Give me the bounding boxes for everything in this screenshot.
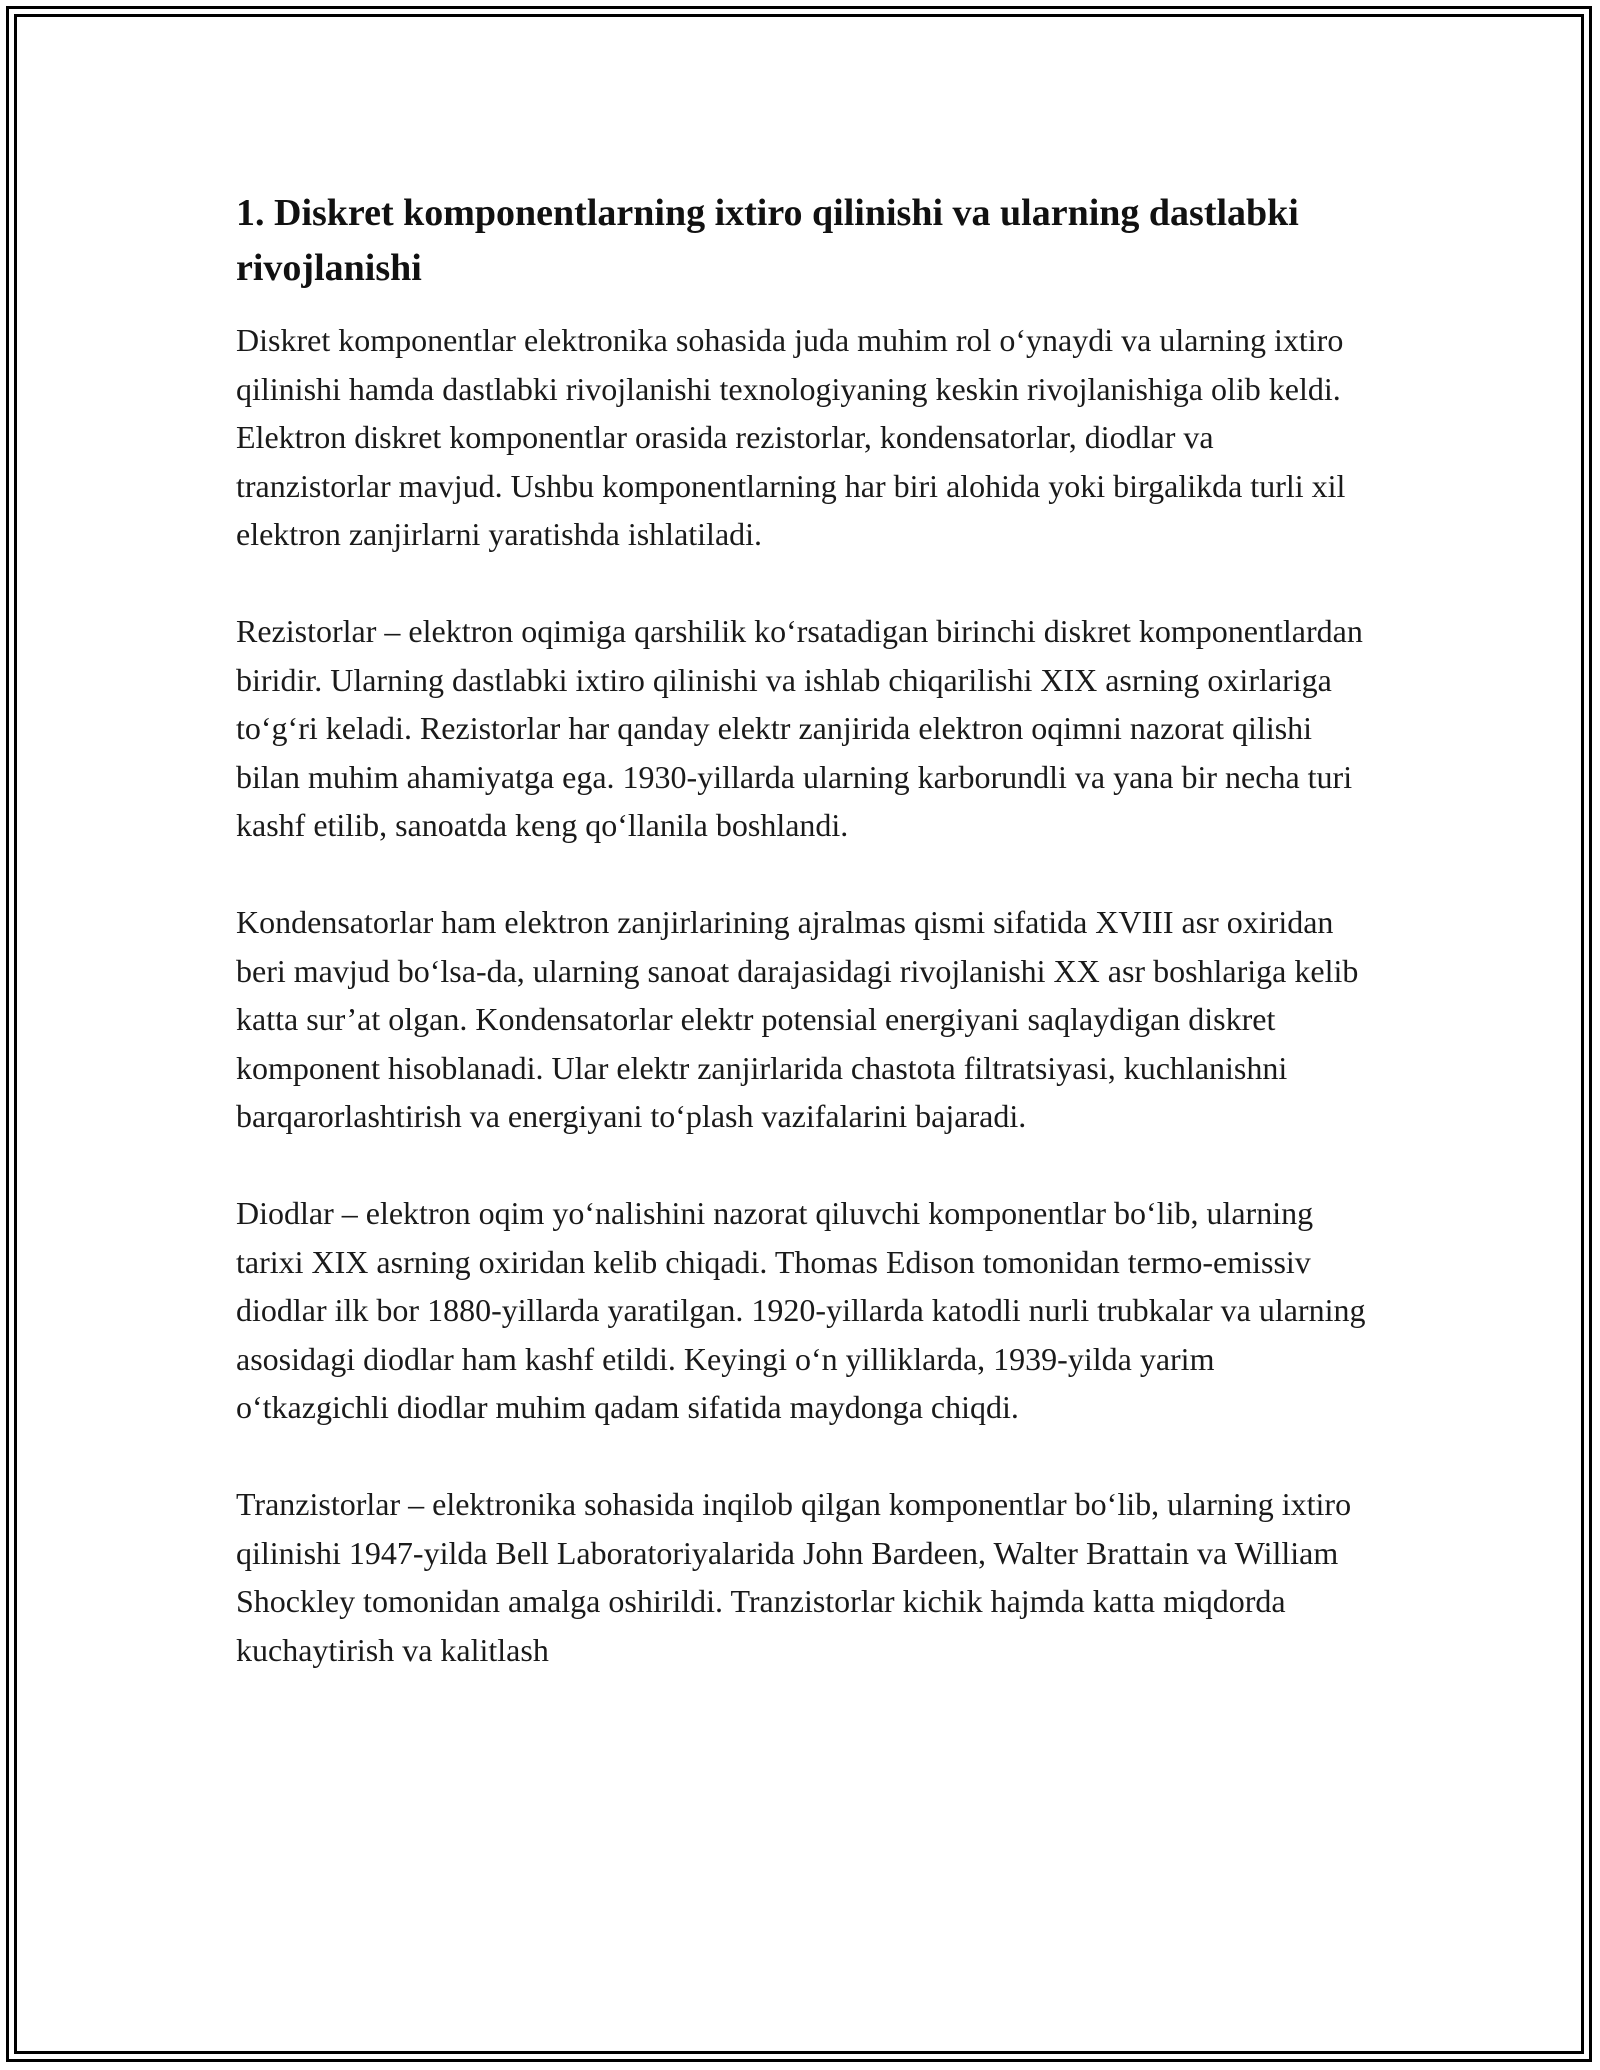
paragraph-resistors: Rezistorlar – elektron oqimiga qarshilik ko‘rsatadigan birinchi diskret komponentlardan biridir. Ularning dastlabki ixtiro qilinishi va ishlab chiqarilishi XIX asrning oxirlariga to‘g‘ri keladi. Rezistorlar har qanday elektr zanjirida elektron oqimni nazorat qilishi bilan muhim ahamiyatga ega. 1930-yillarda ularning karborundli va yana bir necha turi kashf etilib, sanoatda keng qo‘llanila boshlandi. [236, 613, 1363, 843]
section-heading: 1. Diskret komponentlarning ixtiro qilinishi va ularning dastlabki rivojlanishi [236, 192, 1299, 289]
paragraph-intro: Diskret komponentlar elektronika sohasida juda muhim rol o‘ynaydi va ularning ixtiro qilinishi hamda dastlabki rivojlanishi texnologiyaning keskin rivojlanishiga olib keldi. Elektron diskret komponentlar orasida rezistorlar, kondensatorlar, diodlar va tranzistorlar mavjud. Ushbu komponentlarning har biri alohida yoki birgalikda turli xil elektron zanjirlarni yaratishda ishlatiladi. [236, 322, 1346, 552]
paragraph-capacitors: Kondensatorlar ham elektron zanjirlarining ajralmas qismi sifatida XVIII asr oxiridan beri mavjud bo‘lsa-da, ularning sanoat darajasidagi rivojlanishi XX asr boshlariga kelib katta sur’at olgan. Kondensatorlar elektr potensial energiyani saqlaydigan diskret komponent hisoblanadi. Ular elektr zanjirlarida chastota filtratsiyasi, kuchlanishni barqarorlashtirish va energiyani to‘plash vazifalarini bajaradi. [236, 904, 1359, 1134]
document-body [236, 186, 1371, 1723]
paragraph-diodes: Diodlar – elektron oqim yo‘nalishini nazorat qiluvchi komponentlar bo‘lib, ularning tarixi XIX asrning oxiridan kelib chiqadi. Thomas Edison tomonidan termo-emissiv diodlar ilk bor 1880-yillarda yaratilgan. 1920-yillarda katodli nurli trubkalar va ularning asosidagi diodlar ham kashf etildi. Keyingi o‘n yilliklarda, 1939-yilda yarim o‘tkazgichli diodlar muhim qadam sifatida maydonga chiqdi. [236, 1195, 1366, 1425]
paragraph-transistors: Tranzistorlar – elektronika sohasida inqilob qilgan komponentlar bo‘lib, ularning ixtiro qilinishi 1947-yilda Bell Laboratoriyalarida John Bardeen, Walter Brattain va William Shockley tomonidan amalga oshirildi. Tranzistorlar kichik hajmda katta miqdorda kuchaytirish va kalitlash [236, 1486, 1352, 1668]
